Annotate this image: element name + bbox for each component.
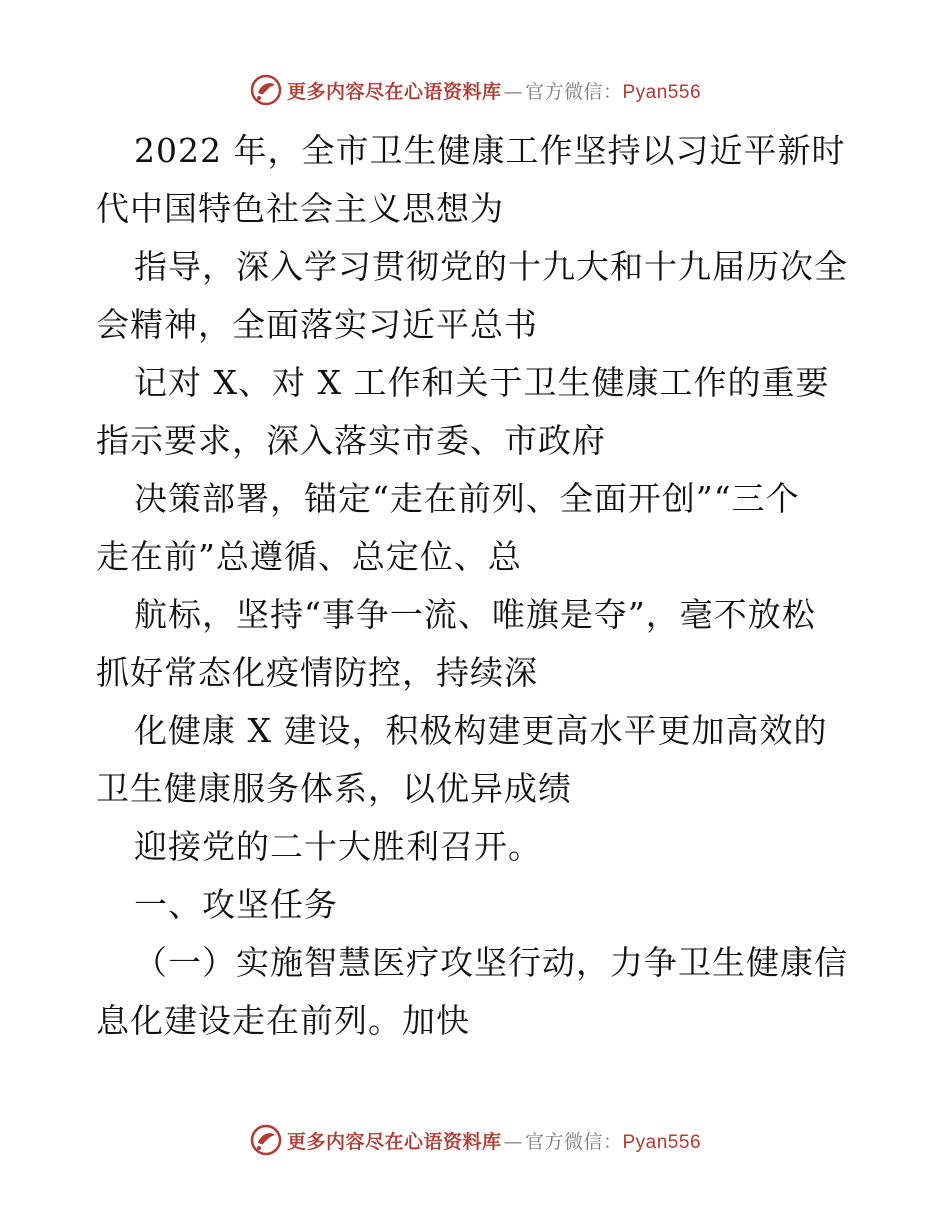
line-text: 航标，坚持“事争一流、唯旗是夺”，毫不放松 [134,595,816,634]
line-text: 化健康 X 建设，积极构建更高水平更加高效的 [134,711,828,750]
document-line [96,992,876,1050]
watermark-main-text: 更多内容尽在心语资料库 [286,80,502,103]
document-line [96,528,876,586]
line-text: 决策部署，锚定“走在前列、全面开创”“三个 [134,479,800,518]
document-body [96,122,876,1050]
line-text: 抓好常态化疫情防控，持续深 [96,653,538,692]
line-text: （一）实施智慧医疗攻坚行动，力争卫生健康信 [134,943,848,982]
line-text: 记对 X、对 X 工作和关于卫生健康工作的重要 [134,363,830,402]
line-text: 卫生健康服务体系，以优异成绩 [96,769,572,808]
document-line [96,122,876,180]
line-text: 一、攻坚任务 [134,885,338,924]
watermark-wechat-label: 官方微信： [524,1130,623,1153]
document-line [96,644,876,702]
watermark-wechat-id: Pyan556 [622,81,702,103]
line-text: 指导，深入学习贯彻党的十九大和十九届历次全 [134,247,848,286]
watermark-main-text: 更多内容尽在心语资料库 [286,1130,502,1153]
document-line [96,876,876,934]
watermark-footer [0,1120,950,1160]
line-text: 息化建设走在前列。加快 [96,1001,470,1040]
watermark-text [287,1127,701,1154]
document-line [96,412,876,470]
watermark-logo-icon [249,73,283,107]
watermark-wechat-label: 官方微信： [524,80,623,103]
watermark-separator: — [503,80,523,103]
line-text: 会精神，全面落实习近平总书 [96,305,538,344]
line-text: 代中国特色社会主义思想为 [96,189,504,228]
watermark-separator: — [503,1130,523,1153]
document-line [96,934,876,992]
document-line [96,470,876,528]
line-text: 迎接党的二十大胜利召开。 [134,827,542,866]
watermark-wechat-id: Pyan556 [622,1131,702,1153]
document-line [96,238,876,296]
watermark-header [0,70,950,110]
document-line [96,586,876,644]
document-line [96,354,876,412]
document-line [96,180,876,238]
document-line [96,702,876,760]
document-line [96,760,876,818]
line-text: 2022 年，全市卫生健康工作坚持以习近平新时 [134,131,846,170]
line-text: 指示要求，深入落实市委、市政府 [96,421,606,460]
watermark-logo-icon [249,1123,283,1157]
document-line [96,818,876,876]
line-text: 走在前”总遵循、总定位、总 [96,537,522,576]
document-line [96,296,876,354]
watermark-text [287,77,701,104]
